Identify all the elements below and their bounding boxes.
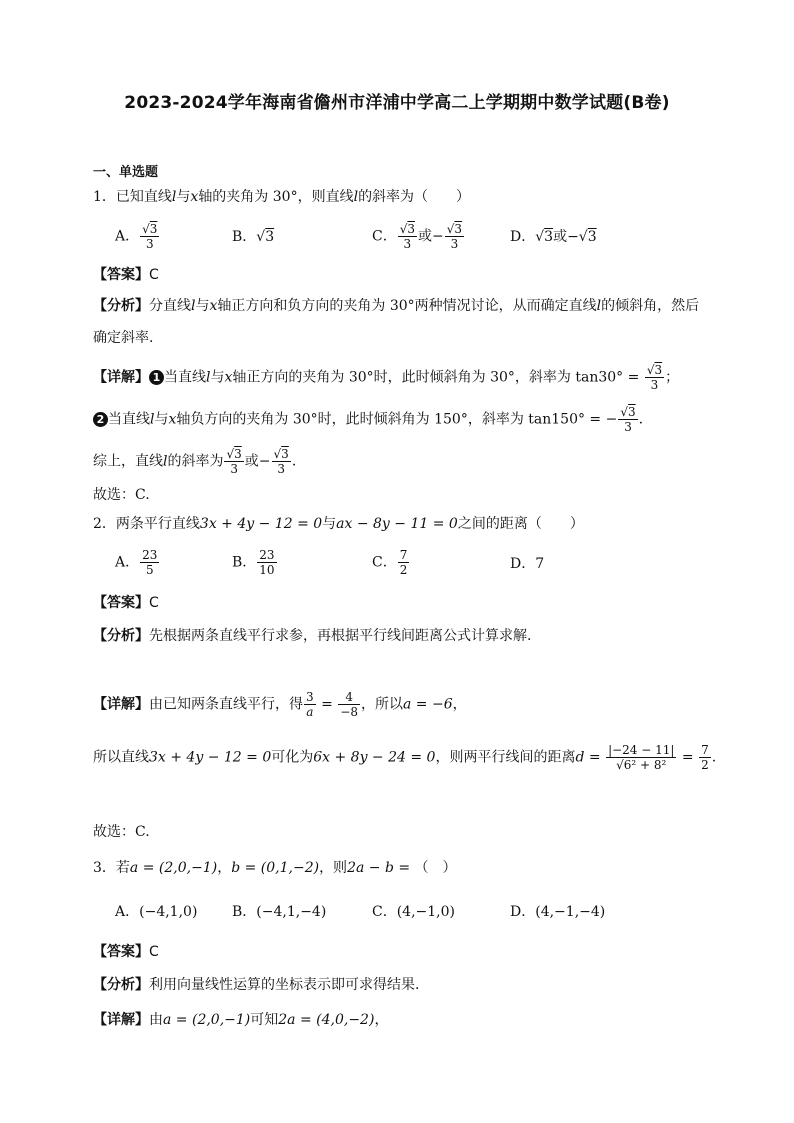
question-1-stem: 1．已知直线l与x轴的夹角为 30°，则直线l的斜率为（ ） [93, 189, 471, 205]
q1-detail-3: 综上，直线l的斜率为 $\frac{√3}{3}$ 或− $\frac{√3}{3}$ . [93, 447, 297, 476]
q3-detail: 【详解】由a = (2,0,−1)可知2a = (4,0,−2)， [93, 1012, 389, 1028]
section-heading: 一、单选题 [93, 165, 159, 180]
q2-answer: 【答案】C [93, 595, 159, 611]
q1-analysis: 【分析】分直线l与x轴正方向和负方向的夹角为 30°两种情况讨论，从而确定直线l的倾斜角，然后 [93, 298, 700, 314]
q1-detail-2: 2 当直线l与x轴负方向的夹角为 30°时，此时倾斜角为 150°，斜率为 tan150° = − $\frac{√3}{3}$ . [93, 405, 643, 434]
q3-option-d: D．(4,−1,−4) [510, 904, 606, 920]
q3-option-a: A．(−4,1,0) [115, 904, 198, 920]
q1-option-b: B．√3 [232, 229, 275, 245]
q1-answer: 【答案】C [93, 267, 159, 283]
q3-option-c: C．(4,−1,0) [372, 904, 455, 920]
q1-detail-1: 【详解】 1 当直线l与x轴正方向的夹角为 30°时，此时倾斜角为 30°，斜率为 tan30° = $\frac{√3}{3}$ ； [93, 363, 680, 392]
q3-answer: 【答案】C [93, 944, 159, 960]
question-2-stem: 2．两条平行直线3x + 4y − 12 = 0与ax − 8y − 11 = 0之间的距离（ ） [93, 516, 584, 532]
q2-analysis: 【分析】先根据两条直线平行求参，再根据平行线间距离公式计算求解. [93, 628, 532, 644]
q2-option-c: C． $\frac{7}{2}$ [372, 548, 408, 577]
q2-option-a: A． $\frac{23}{5}$ [115, 548, 158, 577]
q1-option-c: C． $\frac{√3}{3}$ 或− $\frac{√3}{3}$ [372, 222, 463, 251]
q3-analysis: 【分析】利用向量线性运算的坐标表示即可求得结果. [93, 977, 420, 993]
q3-option-b: B．(−4,1,−4) [232, 904, 327, 920]
q2-option-b: B． $\frac{23}{10}$ [232, 548, 275, 577]
q2-choose: 故选：C. [93, 824, 150, 840]
q2-option-d: D．7 [510, 556, 545, 572]
question-3-stem: 3．若a = (2,0,−1)，b = (0,1,−2)，则2a − b = （ ） [93, 860, 457, 876]
q2-detail-1: 【详解】由已知两条直线平行，得 $\frac{3}{a}$ = $\frac{4}{-8}$ ，所以a = −6， [93, 690, 467, 719]
q1-analysis-cont: 确定斜率. [93, 330, 154, 346]
q1-option-d: D．√3或−√3 [510, 229, 597, 245]
document-title: 2023-2024学年海南省儋州市洋浦中学高二上学期期中数学试题(B卷) [124, 93, 670, 113]
q1-option-a: A． $\frac{√3}{3}$ [115, 222, 158, 251]
q2-detail-2: 所以直线3x + 4y − 12 = 0可化为6x + 8y − 24 = 0，则两平行线间的距离d = $\frac{|-24 - 11|}{\text{√6² + 8²}}$ = $\frac{7}{2}$ . [93, 743, 717, 772]
q1-choose: 故选：C. [93, 487, 150, 503]
